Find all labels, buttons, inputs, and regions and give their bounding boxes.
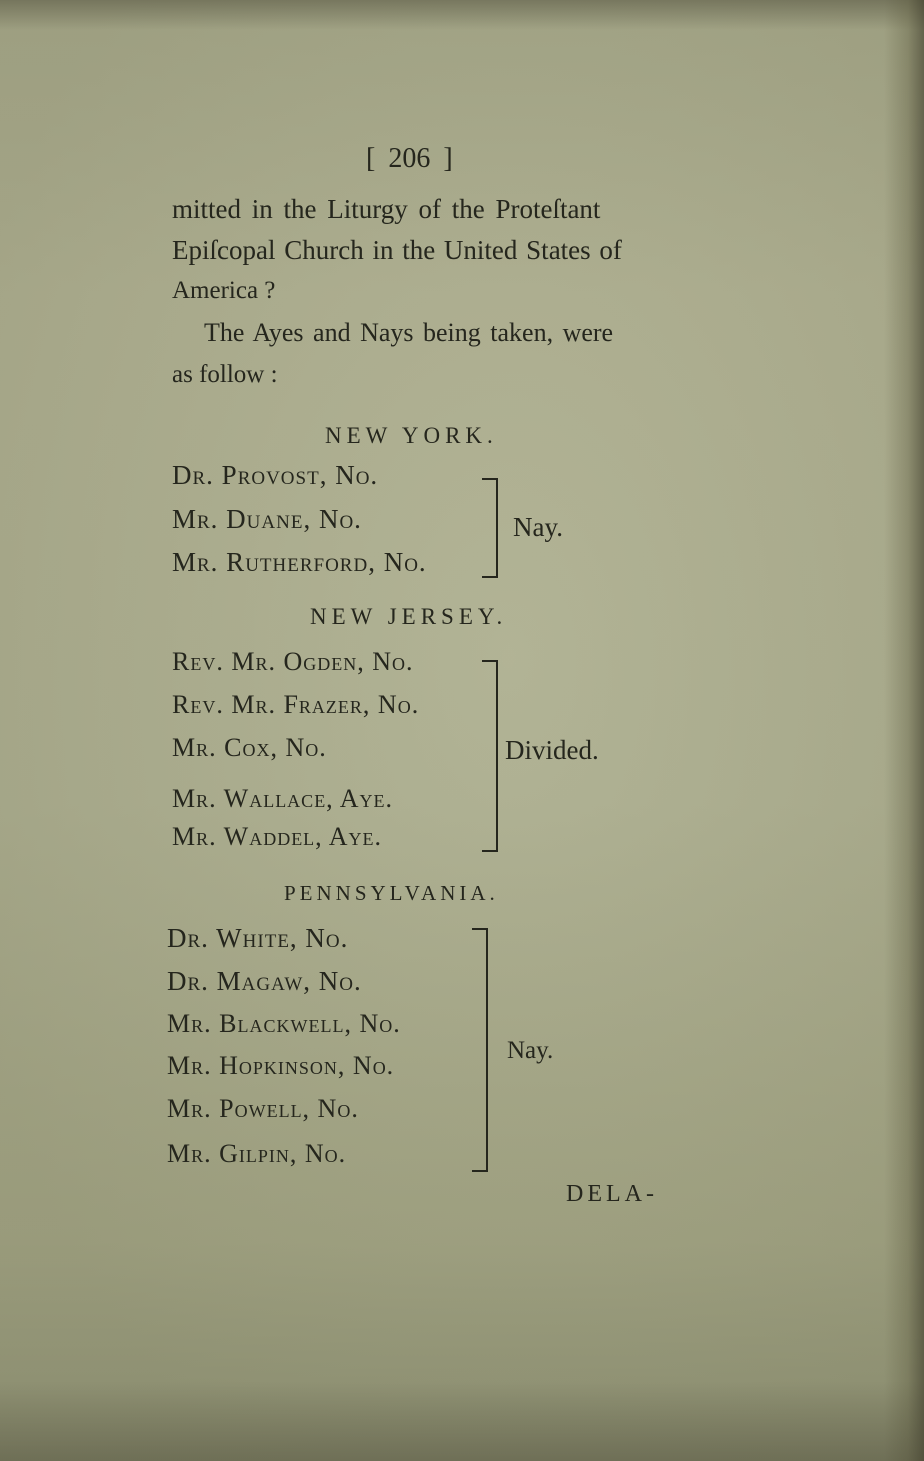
ayes-nays-line: The Ayes and Nays being taken, were <box>204 318 614 347</box>
state-heading: NEW YORK. <box>325 423 498 448</box>
ayes-nays-line: as follow : <box>172 361 278 388</box>
page-edge-right <box>884 0 924 1461</box>
member-vote: Dr. Magaw, No. <box>167 966 362 996</box>
member-vote: Rev. Mr. Ogden, No. <box>172 647 414 676</box>
member-vote: Mr. Blackwell, No. <box>167 1009 401 1038</box>
member-vote: Dr. White, No. <box>167 923 349 953</box>
state-heading: PENNSYLVANIA. <box>284 881 499 905</box>
bracket <box>482 478 498 578</box>
vote-result: Divided. <box>505 735 599 765</box>
bracket <box>472 928 488 1172</box>
intro-line: Epiſcopal Church in the United States of <box>172 235 622 265</box>
member-vote: Dr. Provost, No. <box>172 460 379 490</box>
page-edge-top <box>0 0 924 30</box>
member-vote: Mr. Waddel, Aye. <box>172 822 383 851</box>
vote-result: Nay. <box>513 512 563 542</box>
member-vote: Mr. Rutherford, No. <box>172 547 427 577</box>
member-vote: Rev. Mr. Frazer, No. <box>172 690 420 719</box>
member-vote: Mr. Cox, No. <box>172 733 327 762</box>
member-vote: Mr. Wallace, Aye. <box>172 784 394 813</box>
catchword: DELA- <box>566 1181 658 1207</box>
intro-line: mitted in the Liturgy of the Proteſtant <box>172 194 601 224</box>
state-heading: NEW JERSEY. <box>310 604 508 629</box>
page-number: [ 206 ] <box>366 143 453 174</box>
member-vote: Mr. Hopkinson, No. <box>167 1051 395 1080</box>
page-edge-bottom <box>0 1381 924 1461</box>
bracket <box>482 660 498 852</box>
member-vote: Mr. Duane, No. <box>172 504 362 534</box>
member-vote: Mr. Gilpin, No. <box>167 1139 347 1168</box>
member-vote: Mr. Powell, No. <box>167 1094 359 1123</box>
intro-line: America ? <box>172 277 276 304</box>
vote-result: Nay. <box>507 1037 554 1064</box>
